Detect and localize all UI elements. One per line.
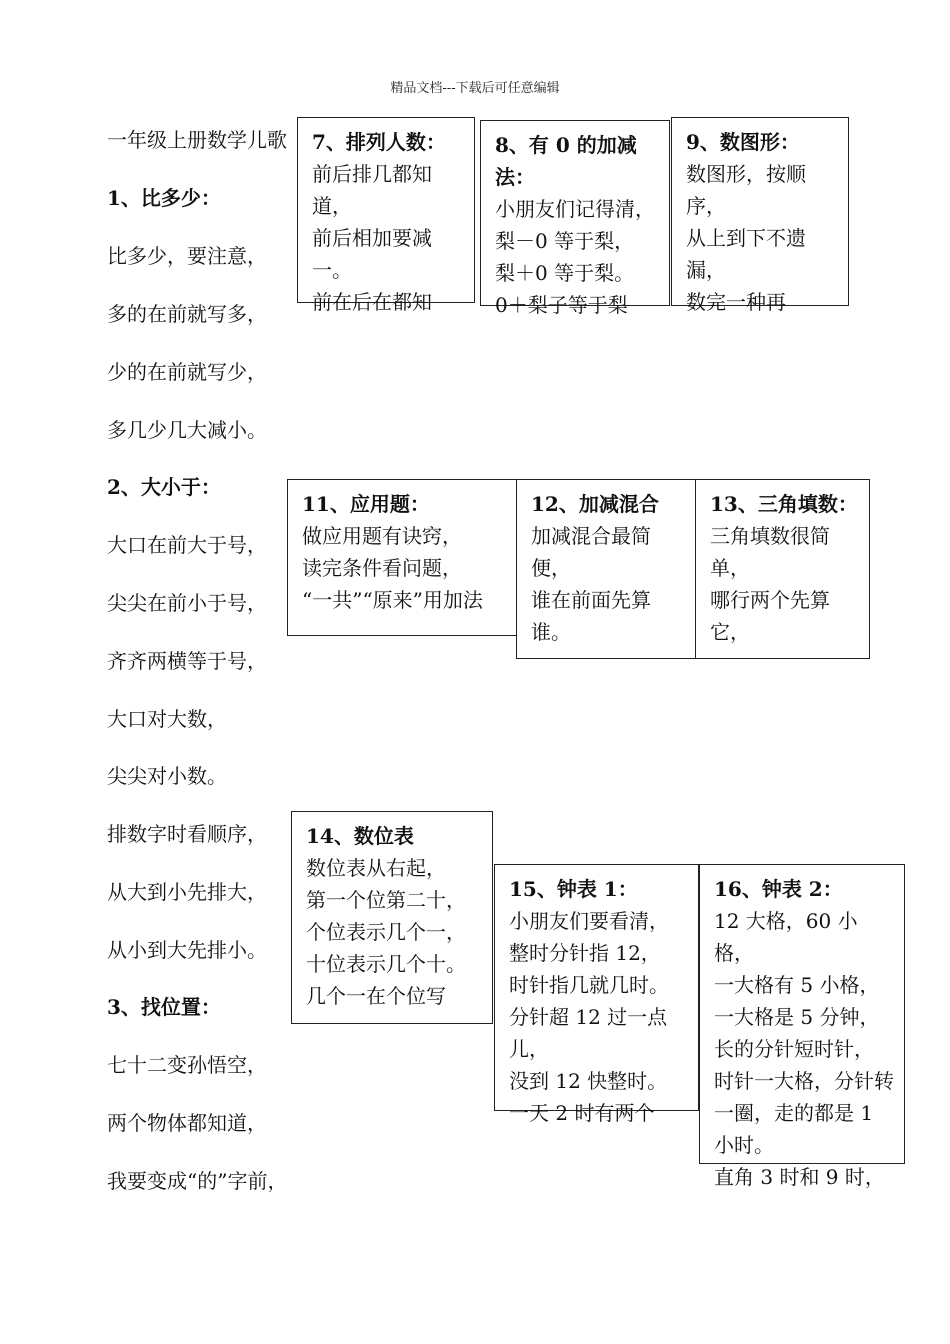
textbox-13 [695, 479, 870, 659]
body-line: 大口对大数， [107, 707, 227, 731]
textbox-line: 数位表从右起， [306, 856, 446, 880]
section-heading: 1、比多少： [107, 186, 221, 210]
textbox-line: 小朋友们记得清， [495, 197, 655, 221]
body-line: 少的在前就写少， [107, 360, 267, 384]
textbox-line: 读完条件看问题， [302, 556, 462, 580]
textbox-line: 十位表示几个十。 [306, 952, 466, 976]
textbox-15 [494, 864, 699, 1125]
textbox-line: 几个一在个位写 [306, 984, 446, 1008]
body-line: 大口在前大于号， [107, 533, 267, 557]
body-line: 排数字时看顺序， [107, 822, 267, 846]
body-line: 多的在前就写多， [107, 302, 267, 326]
textbox-title: 13、三角填数： [710, 492, 858, 516]
textbox-line: 第一个位第二十， [306, 888, 466, 912]
textbox-9 [671, 117, 849, 314]
body-line: 两个物体都知道， [107, 1111, 267, 1135]
textbox-title: 9、数图形： [686, 130, 800, 154]
textbox-line: 一大格是 5 分钟， [714, 1005, 880, 1029]
body-line: 从大到小先排大， [107, 880, 267, 904]
page-header: 精品文档---下载后可任意编辑 [390, 81, 560, 96]
textbox-title: 14、数位表 [306, 824, 414, 848]
textbox-line: 0＋梨子等于梨 [495, 293, 628, 317]
body-line: 尖尖对小数。 [107, 764, 227, 788]
textbox-12 [516, 479, 696, 659]
textbox-14 [291, 811, 493, 1024]
textbox-line: 三角填数很简单， [710, 524, 830, 580]
body-line: 多几少几大减小。 [107, 418, 267, 442]
textbox-line: 一天 2 时有两个 [509, 1101, 655, 1125]
textbox-title: 12、加减混合 [531, 492, 659, 516]
body-line: 齐齐两横等于号， [107, 649, 267, 673]
textbox-title: 16、钟表 2： [714, 877, 843, 901]
textbox-line: 整时分针指 12， [509, 941, 661, 965]
body-line: 比多少，要注意， [107, 244, 267, 268]
textbox-11 [287, 479, 519, 636]
textbox-line: 没到 12 快整时。 [509, 1069, 668, 1093]
textbox-line: 梨－0 等于梨， [495, 229, 635, 253]
section-heading: 2、大小于： [107, 475, 221, 499]
doc-title-line: 一年级上册数学儿歌 [107, 128, 287, 152]
textbox-line: 时针指几就几时。 [509, 973, 669, 997]
textbox-line: 谁在前面先算谁。 [531, 588, 651, 644]
textbox-line: 一大格有 5 小格， [714, 973, 880, 997]
textbox-line: 时针一大格，分针转一圈，走的都是 1 小时。 [714, 1069, 894, 1157]
textbox-line: 梨＋0 等于梨。 [495, 261, 635, 285]
textbox-line: 加减混合最简便， [531, 524, 651, 580]
textbox-line: 从上到下不遗漏， [686, 226, 806, 282]
body-line: 尖尖在前小于号， [107, 591, 267, 615]
textbox-line: 直角 3 时和 9 时， [714, 1165, 885, 1189]
textbox-line: 前在后在都知 [312, 290, 432, 314]
textbox-title: 8、有 0 的加减法： [495, 133, 637, 189]
body-line: 七十二变孙悟空， [107, 1053, 267, 1077]
textbox-line: 长的分针短时针， [714, 1037, 874, 1061]
textbox-line: 12 大格，60 小格， [714, 909, 858, 965]
textbox-title: 7、排列人数： [312, 130, 446, 154]
textbox-line: 分针超 12 过一点儿， [509, 1005, 668, 1061]
textbox-16 [699, 864, 905, 1189]
textbox-title: 11、应用题： [302, 492, 430, 516]
textbox-line: 数完一种再 [686, 290, 786, 314]
textbox-line: 数图形，按顺序， [686, 162, 806, 218]
textbox-line: 前后相加要减一。 [312, 226, 432, 282]
textbox-8 [480, 120, 670, 317]
body-line: 我要变成“的”字前， [107, 1169, 288, 1193]
textbox-title: 15、钟表 1： [509, 877, 638, 901]
textbox-line: “一共”“原来”用加法 [302, 588, 483, 612]
body-line: 从小到大先排小。 [107, 938, 267, 962]
textbox-line: 小朋友们要看清， [509, 909, 669, 933]
textbox-line: 哪行两个先算它， [710, 588, 830, 644]
textbox-7 [297, 117, 475, 314]
section-heading: 3、找位置： [107, 995, 221, 1019]
textbox-line: 做应用题有诀窍， [302, 524, 462, 548]
textbox-line: 前后排几都知道， [312, 162, 432, 218]
textbox-line: 个位表示几个一， [306, 920, 466, 944]
